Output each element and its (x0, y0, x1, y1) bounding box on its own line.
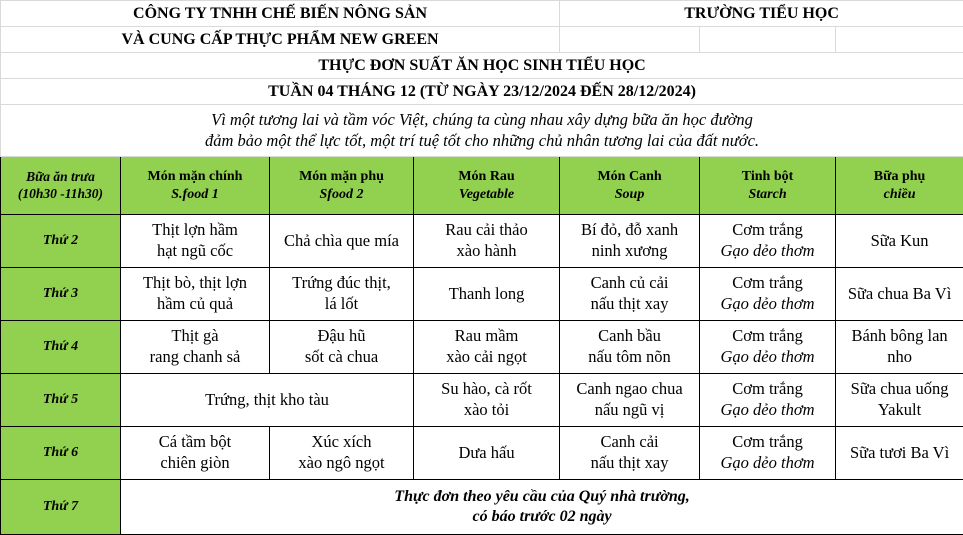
dish-line: lá lốt (272, 294, 411, 315)
column-header-vegetable (414, 157, 560, 215)
dish-line: ninh xương (562, 241, 697, 262)
dish-line: Sữa Kun (838, 231, 961, 252)
dish-line: Trứng, thịt kho tàu (123, 390, 411, 411)
dish-line: Cơm trắng (702, 326, 833, 347)
column-header-soup (560, 157, 700, 215)
dish-line: Thịt gà (123, 326, 267, 347)
day-label: Thứ 6 (1, 427, 121, 480)
dish-line: Sữa tươi Ba Vì (838, 443, 961, 464)
soup-cell (560, 427, 700, 480)
dish-line: Thịt bò, thịt lợn (123, 273, 267, 294)
dish-line: Xúc xích (272, 432, 411, 453)
dish-line: xào hành (416, 241, 557, 262)
dish-line: nho (838, 347, 961, 368)
main-dish-cell (121, 427, 270, 480)
dish-line: Dưa hấu (416, 443, 557, 464)
dish-line: Canh cải (562, 432, 697, 453)
starch-cell (700, 321, 836, 374)
dish-line: Sữa chua uống (838, 379, 961, 400)
day-label: Thứ 4 (1, 321, 121, 374)
column-header-vn: Bữa phụ (838, 168, 961, 186)
note-line: có báo trước 02 ngày (123, 507, 961, 527)
company-name-line1: CÔNG TY TNHH CHẾ BIẾN NÔNG SẢN (1, 1, 560, 27)
vegetable-cell (414, 427, 560, 480)
soup-cell (560, 374, 700, 427)
dish-line: Bánh bông lan (838, 326, 961, 347)
dish-line: Bí đỏ, đỗ xanh (562, 220, 697, 241)
table-row (1, 268, 963, 321)
side-dish-cell (270, 215, 414, 268)
dish-line: rang chanh sả (123, 347, 267, 368)
column-header-en: Vegetable (416, 186, 557, 204)
dish-line: Gạo dẻo thơm (702, 400, 833, 421)
vegetable-cell (414, 215, 560, 268)
column-header-en: chiều (838, 186, 961, 204)
column-header-vn: Món Rau (416, 168, 557, 186)
side-dish-cell (270, 268, 414, 321)
main-dish-cell (121, 268, 270, 321)
column-header-side-dish (270, 157, 414, 215)
starch-cell (700, 427, 836, 480)
column-header-snack (836, 157, 963, 215)
snack-cell (836, 321, 963, 374)
dish-line: Gạo dẻo thơm (702, 241, 833, 262)
column-header-vn: Tinh bột (702, 168, 833, 186)
week-title: TUẦN 04 THÁNG 12 (TỪ NGÀY 23/12/2024 ĐẾN 28/12/2024) (1, 79, 963, 105)
dish-line: Cá tầm bột (123, 432, 267, 453)
day-label: Thứ 3 (1, 268, 121, 321)
soup-cell (560, 321, 700, 374)
dish-line: chiên giòn (123, 453, 267, 474)
dish-line: xào tỏi (416, 400, 557, 421)
table-row (1, 215, 963, 268)
vegetable-cell (414, 374, 560, 427)
soup-cell (560, 268, 700, 321)
snack-cell (836, 215, 963, 268)
dish-line: xào ngô ngọt (272, 453, 411, 474)
dish-line: sốt cà chua (272, 347, 411, 368)
dish-line: nấu tôm nõn (562, 347, 697, 368)
dish-line: Cơm trắng (702, 273, 833, 294)
dish-line: Trứng đúc thịt, (272, 273, 411, 294)
dish-line: Cơm trắng (702, 379, 833, 400)
dish-line: Gạo dẻo thơm (702, 453, 833, 474)
dish-line: Canh ngao chua (562, 379, 697, 400)
column-header-vn: Bữa ăn trưa (3, 169, 118, 186)
dish-line: Chả chìa que mía (272, 231, 411, 252)
starch-cell (700, 268, 836, 321)
main-dish-cell (121, 215, 270, 268)
side-dish-cell (270, 321, 414, 374)
column-header-en: Soup (562, 186, 697, 204)
dish-line: Thịt lợn hầm (123, 220, 267, 241)
column-header-starch (700, 157, 836, 215)
column-header-en: (10h30 -11h30) (3, 186, 118, 203)
saturday-note (121, 480, 963, 535)
dish-line: hầm củ quả (123, 294, 267, 315)
column-header-vn: Món mặn chính (123, 168, 267, 186)
company-name-line2: VÀ CUNG CẤP THỰC PHẨM NEW GREEN (1, 27, 560, 53)
column-header-en: Starch (702, 186, 833, 204)
slogan-line: Vì một tương lai và tầm vóc Việt, chúng ta cùng nhau xây dựng bữa ăn học đường (3, 110, 961, 131)
dish-line: nấu thịt xay (562, 453, 697, 474)
main-dish-cell (121, 321, 270, 374)
dish-line: nấu ngũ vị (562, 400, 697, 421)
column-header-vn: Món Canh (562, 168, 697, 186)
menu-title: THỰC ĐƠN SUẤT ĂN HỌC SINH TIỂU HỌC (1, 53, 963, 79)
slogan (1, 105, 963, 157)
snack-cell (836, 268, 963, 321)
vegetable-cell (414, 268, 560, 321)
dish-line: Gạo dẻo thơm (702, 347, 833, 368)
dish-line: xào cải ngọt (416, 347, 557, 368)
slogan-line: đảm bảo một thể lực tốt, một trí tuệ tốt cho những chủ nhân tương lai của đất nước. (3, 131, 961, 152)
dish-line: Yakult (838, 400, 961, 421)
vegetable-cell (414, 321, 560, 374)
snack-cell (836, 427, 963, 480)
dish-line: Thanh long (416, 284, 557, 305)
dish-line: Rau mầm (416, 326, 557, 347)
starch-cell (700, 215, 836, 268)
dish-line: Cơm trắng (702, 220, 833, 241)
dish-line: Canh củ cải (562, 273, 697, 294)
dish-line: Đậu hũ (272, 326, 411, 347)
dish-line: Sữa chua Ba Vì (838, 284, 961, 305)
table-row (1, 374, 963, 427)
empty-cell (836, 27, 963, 53)
column-header-row (1, 157, 963, 215)
dish-line: Cơm trắng (702, 432, 833, 453)
starch-cell (700, 374, 836, 427)
dish-line: Rau cải thảo (416, 220, 557, 241)
empty-cell (700, 27, 836, 53)
dish-line: hạt ngũ cốc (123, 241, 267, 262)
column-header-en: Sfood 2 (272, 186, 411, 204)
combined-dish-cell (121, 374, 414, 427)
day-label: Thứ 2 (1, 215, 121, 268)
dish-line: Su hào, cà rốt (416, 379, 557, 400)
note-line: Thực đơn theo yêu cầu của Quý nhà trường, (123, 487, 961, 507)
day-label: Thứ 5 (1, 374, 121, 427)
column-header-meal (1, 157, 121, 215)
column-header-en: S.food 1 (123, 186, 267, 204)
column-header-main-dish (121, 157, 270, 215)
dish-line: Canh bầu (562, 326, 697, 347)
table-row (1, 427, 963, 480)
empty-cell (560, 27, 700, 53)
day-label: Thứ 7 (1, 480, 121, 535)
column-header-vn: Món mặn phụ (272, 168, 411, 186)
school-name: TRƯỜNG TIỂU HỌC (560, 1, 963, 27)
snack-cell (836, 374, 963, 427)
table-row (1, 321, 963, 374)
side-dish-cell (270, 427, 414, 480)
dish-line: nấu thịt xay (562, 294, 697, 315)
dish-line: Gạo dẻo thơm (702, 294, 833, 315)
soup-cell (560, 215, 700, 268)
table-row (1, 480, 963, 535)
